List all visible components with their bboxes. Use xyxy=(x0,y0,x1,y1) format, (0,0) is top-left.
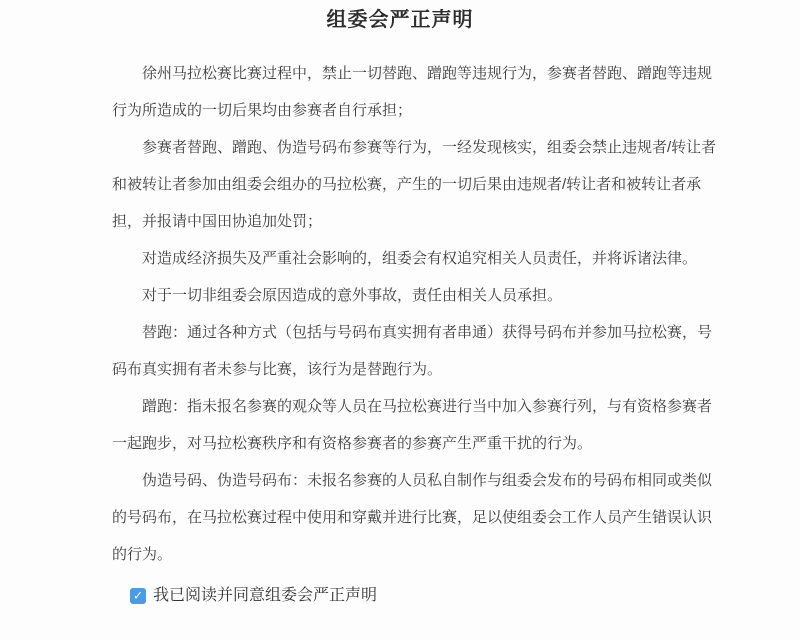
statement-paragraph-accidents: 对于一切非组委会原因造成的意外事故，责任由相关人员承担。 xyxy=(142,287,563,304)
checkmark-icon: ✓ xyxy=(132,588,144,603)
agreement-checkbox[interactable] xyxy=(130,588,146,604)
agreement-label[interactable]: 我已阅读并同意组委会严正声明 xyxy=(153,587,378,604)
statement-paragraph-forged-bib-definition: 伪造号码、伪造号码布：未报名参赛的人员私自制作与组委会发布的号码布相同或类似 的号码布，在马拉松赛过程中使用和穿戴并进行比赛，足以使组委会工作人员产生错误认识 的行为。 xyxy=(112,472,713,563)
statement-paragraph-rules: 徐州马拉松赛比赛过程中，禁止一切替跑、蹭跑等违规行为，参赛者替跑、蹭跑等违规 行为所造成的一切后果均由参赛者自行承担； xyxy=(112,65,713,119)
statement-paragraph-penalties: 参赛者替跑、蹭跑、伪造号码布参赛等行为，一经发现核实，组委会禁止违规者/转让者 和被转让者参加由组委会组办的马拉松赛，产生的一切后果由违规者/转让者和被转让者承 担，并报请中国田协追加处罚； xyxy=(112,139,717,230)
statement-paragraph-tipao-definition: 替跑：通过各种方式（包括与号码布真实拥有者串通）获得号码布并参加马拉松赛，号 码布真实拥有者未参与比赛，该行为是替跑行为。 xyxy=(112,324,713,378)
agreement-row[interactable] xyxy=(130,587,800,605)
statement-body xyxy=(112,55,737,573)
statement-paragraph-legal: 对造成经济损失及严重社会影响的，组委会有权追究相关人员责任，并将诉诸法律。 xyxy=(142,250,698,267)
statement-paragraph-cengpao-definition: 蹭跑：指未报名参赛的观众等人员在马拉松赛进行当中加入参赛行列，与有资格参赛者 一起跑步，对马拉松赛秩序和有资格参赛者的参赛产生严重干扰的行为。 xyxy=(112,398,713,452)
page-title: 组委会严正声明 xyxy=(326,9,474,31)
